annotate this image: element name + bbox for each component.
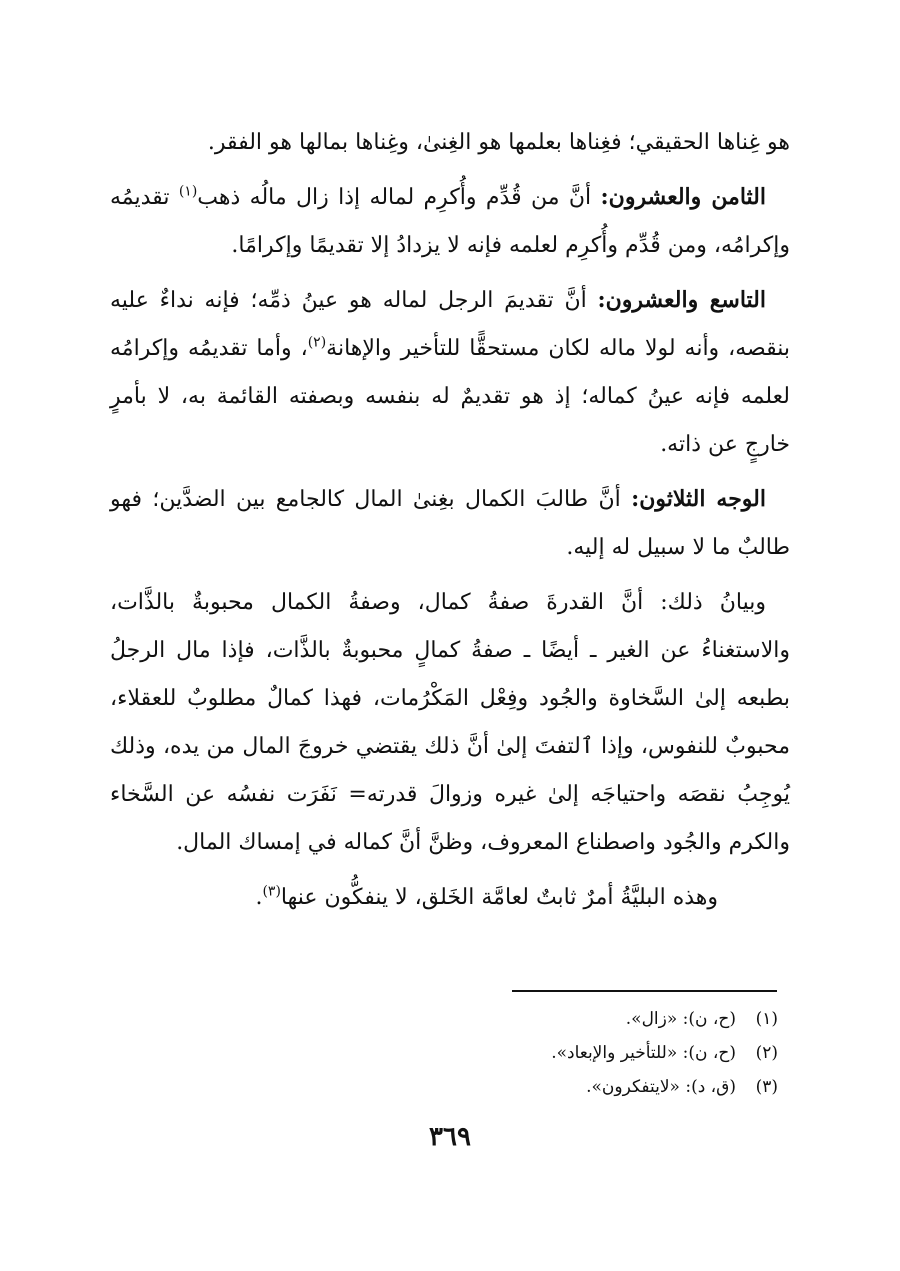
paragraph-text: أنَّ طالبَ الكمال بغِنىٰ المال كالجامع بين الضدَّين؛ فهو طالبٌ ما لا سبيل له إليه. — [110, 487, 790, 560]
paragraph-text: أنَّ من قُدِّم وأُكرِم لماله إذا زال مالُه ذهب — [197, 185, 601, 210]
paragraph-text-continued: ، وأما تقديمُه وإكرامُه لعلمه فإنه عينُ كماله؛ إذ هو تقديمٌ له بنفسه وبصفته القائمة به، لا بأمرٍ خارجٍ عن ذاته. — [110, 336, 790, 457]
paragraph-text: أنَّ تقديمَ الرجل لماله هو عينُ ذمِّه؛ فإنه نداءٌ عليه بنقصه، وأنه لولا ماله لكان مستحقًّا للتأخير والإهانة — [110, 288, 791, 361]
paragraph-4 — [110, 475, 790, 572]
paragraph-3 — [110, 276, 790, 469]
paragraph-lead: الوجه الثلاثون: — [631, 486, 766, 512]
paragraph-5 — [110, 578, 790, 867]
footnote-reference: (١) — [178, 183, 198, 200]
footnote-text: (ح، ن): «زال». — [625, 1009, 736, 1029]
footnote-number: (٣) — [755, 1077, 778, 1097]
footnote-item — [300, 1070, 778, 1104]
footnote-separator — [512, 990, 777, 992]
footnote-text: (ح، ن): «للتأخير والإبعاد». — [551, 1043, 736, 1063]
paragraph-2 — [110, 173, 790, 270]
paragraph-text: وبيانُ ذلك: أنَّ القدرةَ صفةُ كمال، وصفةُ الكمال محبوبةٌ بالذَّات، والاستغناءُ عن الغير ـ أيضًا ـ صفةُ كمالٍ محبوبةٌ بالذَّات، فإذا مال الرجلُ بطبعه إلىٰ السَّخاوة والجُود وفِعْل المَكْرُمات، فهذا كمالٌ مطلوبٌ للعقلاء، محبوبٌ للنفوس، وإذا ٱلتفتَ إلىٰ أنَّ ذلك يقتضي خروجَ المال من يده، وذلك يُوجِبُ نقصَه واحتياجَه إلىٰ غيره وزوالَ قدرته= نَفَرَت نفسُه عن السَّخاء والكرم والجُود واصطناع المعروف، وظنَّ أنَّ كماله في إمساك المال. — [110, 590, 790, 855]
paragraph-text: وهذه البليَّةُ أمرٌ ثابتٌ لعامَّة الخَلق، لا ينفكُّون عنها — [280, 885, 718, 910]
page-number: ٣٦٩ — [429, 1122, 471, 1152]
footnote-reference: (٣) — [262, 883, 281, 900]
paragraph-text-continued: تقديمُه وإكرامُه، ومن قُدِّم وأُكرِم لعلمه فإنه لا يزدادُ إلا تقديمًا وإكرامًا. — [110, 185, 790, 258]
paragraph-6 — [110, 873, 790, 922]
paragraph-lead: التاسع والعشرون: — [597, 287, 766, 313]
paragraph-text: هو غِناها الحقيقي؛ فغِناها بعلمها هو الغِنىٰ، وغِناها بمالها هو الفقر. — [207, 130, 790, 155]
footnote-item — [300, 1002, 778, 1036]
footnote-text: (ق، د): «لايتفكرون». — [586, 1077, 736, 1097]
footnote-number: (١) — [755, 1009, 778, 1029]
footnote-reference: (٢) — [307, 334, 327, 351]
paragraph-text-continued: . — [255, 885, 263, 910]
paragraph-1 — [110, 118, 790, 167]
footnote-number: (٢) — [755, 1043, 778, 1063]
main-text — [110, 118, 790, 928]
paragraph-lead: الثامن والعشرون: — [600, 184, 767, 210]
footnotes — [300, 1002, 778, 1104]
footnote-item — [300, 1036, 778, 1070]
